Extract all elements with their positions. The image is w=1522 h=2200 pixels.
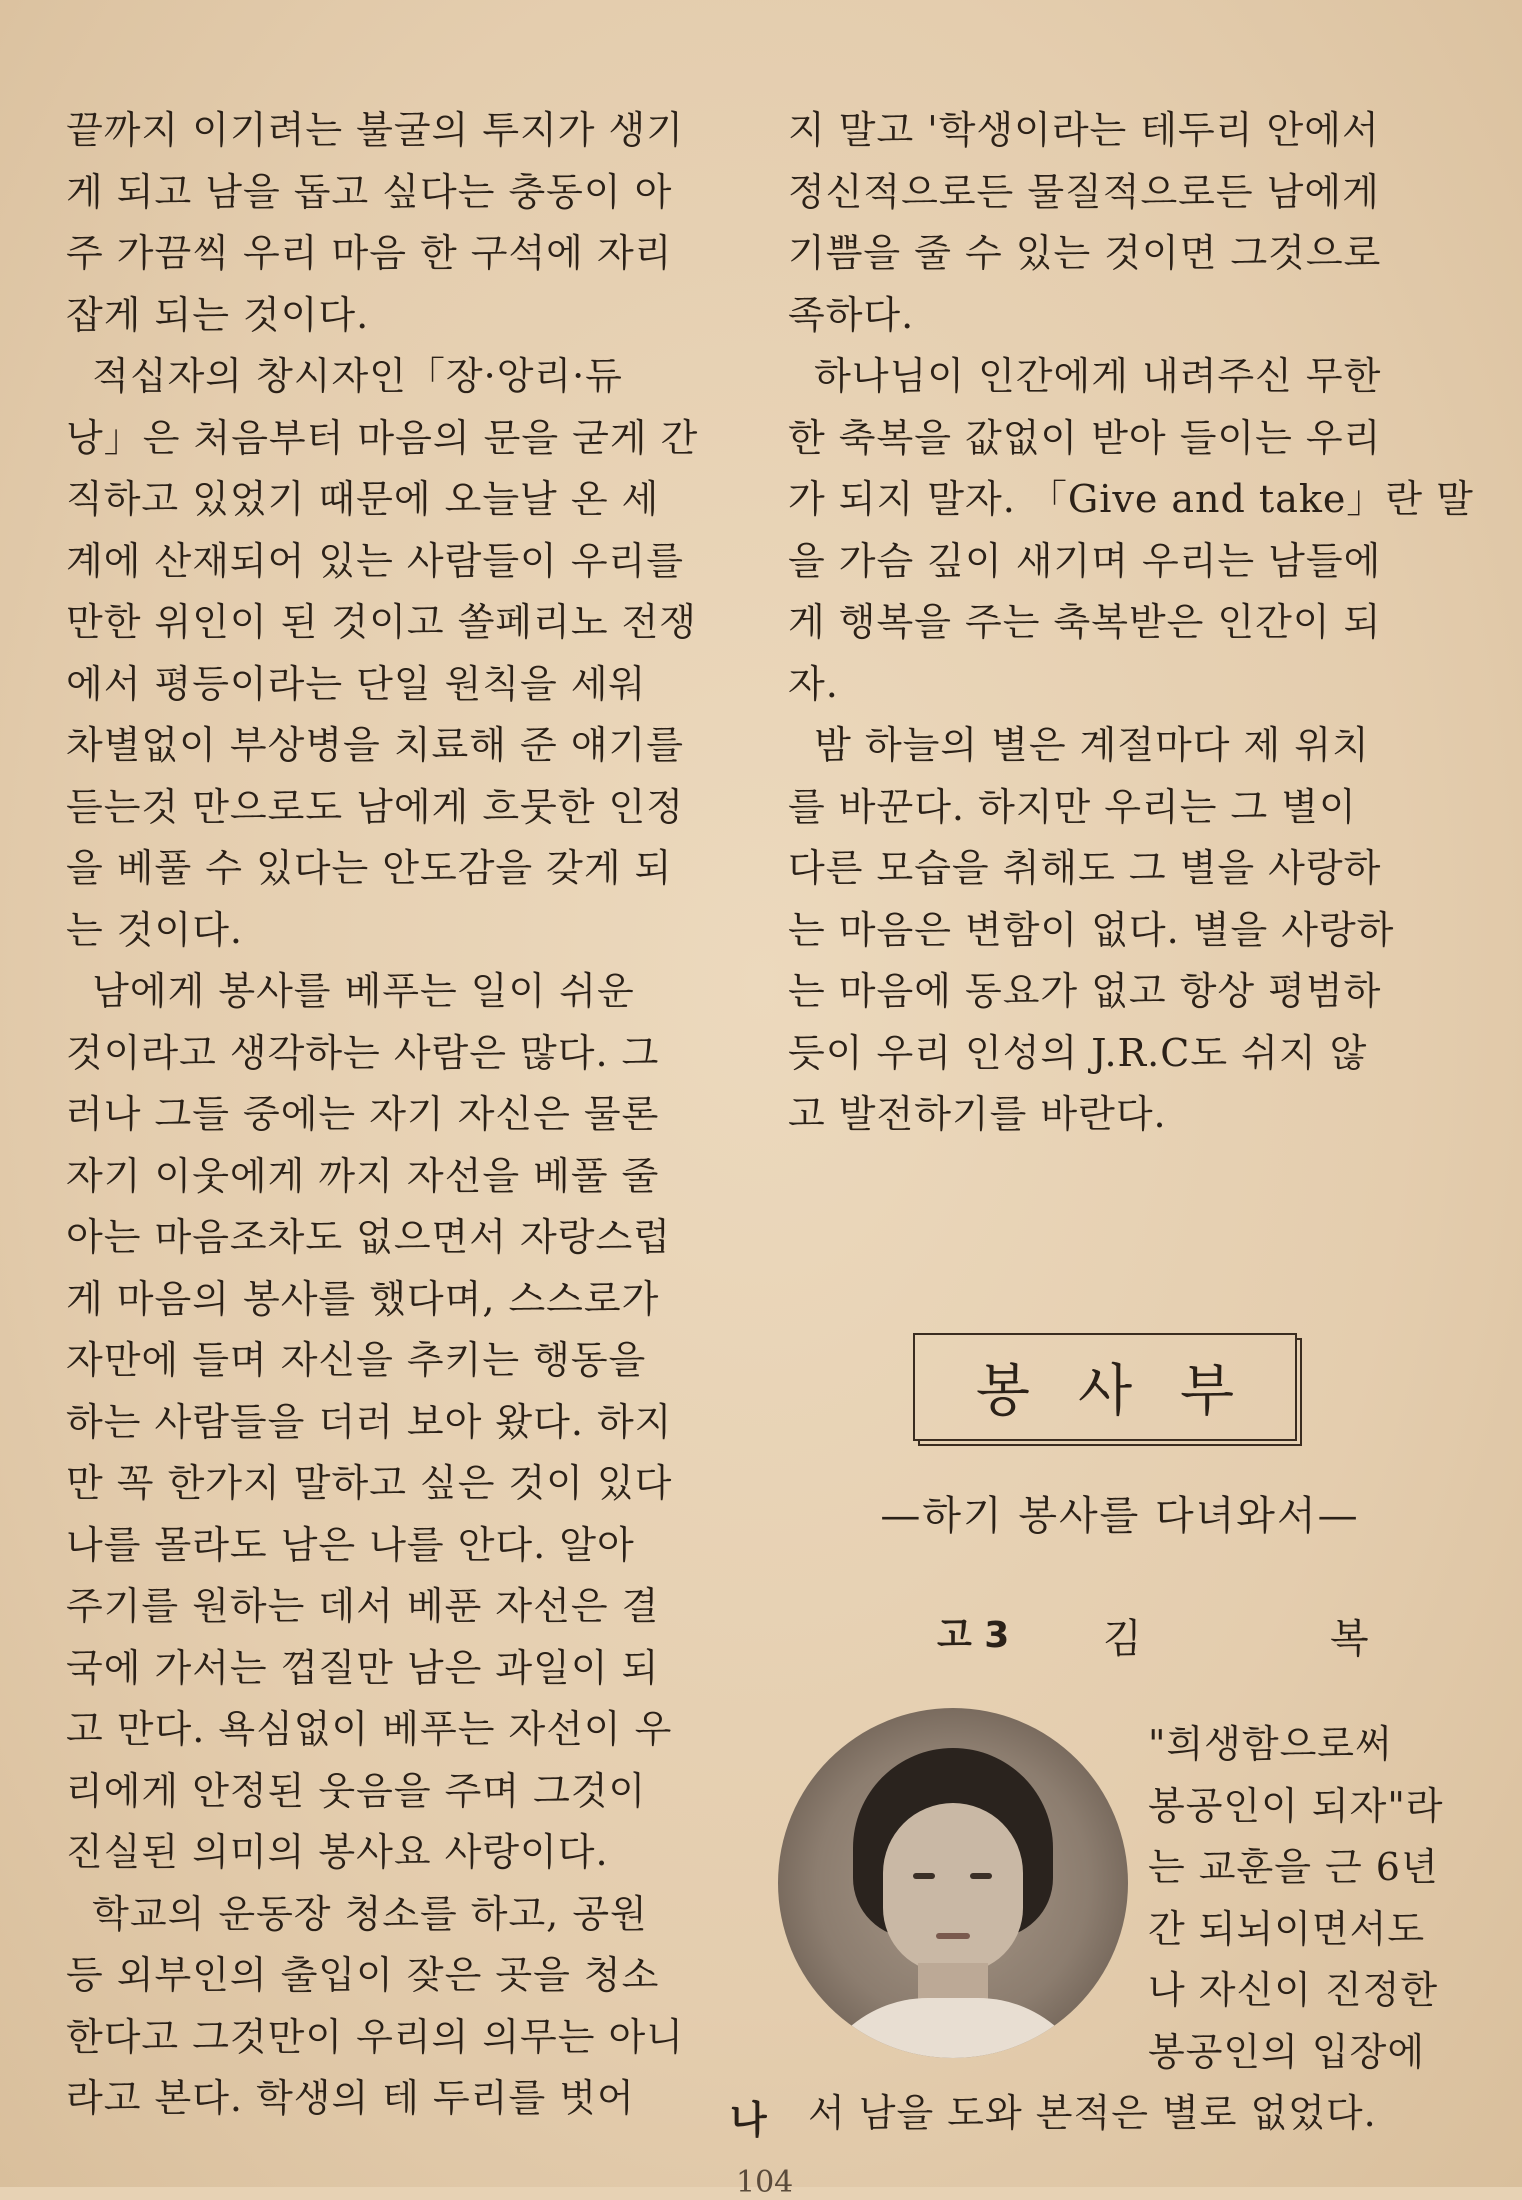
- author-given-name: 복: [1330, 1616, 1369, 1662]
- text-line: 는 마음에 동요가 없고 항상 평범하: [788, 969, 1382, 1013]
- text-line: 직하고 있었기 때문에 오늘날 온 세: [66, 477, 660, 521]
- text-line: 낭」은 처음부터 마음의 문을 굳게 간: [66, 415, 699, 460]
- right-column-text: [788, 100, 1474, 1146]
- text-line: 학교의 운동장 청소를 하고, 공원: [66, 1891, 648, 1936]
- text-line: 러나 그들 중에는 자기 자신은 물론: [66, 1092, 660, 1136]
- text-line: 듣는것 만으로도 남에게 흐뭇한 인정: [66, 784, 684, 829]
- text-line: 한 축복을 값없이 받아 들이는 우리: [788, 415, 1382, 460]
- text-line: 는 마음은 변함이 없다. 별을 사랑하: [788, 907, 1395, 952]
- text-line: 하나님이 인간에게 내려주신 무한: [788, 354, 1382, 398]
- text-line: 자만에 들며 자신을 추키는 행동을: [66, 1338, 647, 1382]
- article-last-line: [808, 2083, 1488, 2145]
- author-surname: 김: [1103, 1616, 1142, 1662]
- text-line: 을 가슴 깊이 새기며 우리는 남들에: [788, 538, 1382, 583]
- text-line: 자.: [788, 661, 839, 706]
- text-line: 주기를 원하는 데서 베푼 자선은 결: [66, 1584, 660, 1628]
- text-line: 다른 모습을 취해도 그 별을 사랑하: [788, 846, 1382, 890]
- text-line: 잡게 되는 것이다.: [66, 292, 370, 337]
- text-line: 에서 평등이라는 단일 원칙을 세워: [66, 661, 647, 706]
- text-line: 는 교훈을 근 6년: [1148, 1845, 1439, 1889]
- text-line: 자기 이웃에게 까지 자선을 베풀 줄: [66, 1153, 660, 1198]
- text-line: 라고 본다. 학생의 테 두리를 벗어: [66, 2076, 635, 2120]
- text-line: 족하다.: [788, 292, 915, 337]
- text-line: "희생함으로써: [1148, 1722, 1393, 1766]
- text-line: 것이라고 생각하는 사람은 많다. 그: [66, 1030, 660, 1075]
- text-line: 지 말고 '학생이라는 테두리 안에서: [788, 108, 1380, 152]
- text-line: 계에 산재되어 있는 사람들이 우리를: [66, 538, 684, 583]
- text-line: 듯이 우리 인성의 J.R.C도 쉬지 않: [788, 1030, 1368, 1075]
- text-line: 적십자의 창시자인「장·앙리·듀: [66, 354, 623, 398]
- text-line: 한다고 그것만이 우리의 의무는 아니: [66, 2014, 684, 2059]
- text-line: 정신적으로든 물질적으로든 남에게: [788, 169, 1380, 214]
- text-line: 가 되지 말자. 「Give and take」란 말: [788, 477, 1474, 521]
- text-line: 게 행복을 주는 축복받은 인간이 되: [788, 600, 1382, 644]
- text-line: 만 꼭 한가지 말하고 싶은 것이 있다: [66, 1461, 673, 1505]
- text-line: 진실된 의미의 봉사요 사랑이다.: [66, 1830, 609, 1874]
- text-line: 아는 마음조차도 없으면서 자랑스럽: [66, 1215, 671, 1259]
- text-line: 나 자신이 진정한: [1148, 1968, 1439, 2012]
- text-line: 리에게 안정된 웃음을 주며 그것이: [66, 1768, 647, 1813]
- text-line: 는 것이다.: [66, 907, 243, 952]
- text-line: 을 베풀 수 있다는 안도감을 갖게 되: [66, 846, 673, 890]
- text-line: 차별없이 부상병을 치료해 준 얘기를: [66, 723, 684, 767]
- left-column-text: [66, 100, 726, 2130]
- text-line: 고 발전하기를 바란다.: [788, 1092, 1167, 1136]
- text-line: 봉공인이 되자"라: [1148, 1783, 1444, 1828]
- text-line: 만한 위인이 된 것이고 쏠페리노 전쟁: [66, 600, 698, 644]
- text-line: 게 되고 남을 돕고 싶다는 충동이 아: [66, 169, 673, 214]
- text-line: 끝까지 이기려는 불굴의 투지가 생기: [66, 108, 684, 152]
- text-line: 고 만다. 욕심없이 베푸는 자선이 우: [66, 1707, 673, 1751]
- page-number: 104: [736, 2165, 794, 2200]
- text-line: 하는 사람들을 더러 보아 왔다. 하지: [66, 1399, 673, 1444]
- author-portrait-photo: [778, 1708, 1128, 2058]
- text-line: 등 외부인의 출입이 잦은 곳을 청소: [66, 1953, 660, 1997]
- text-line: 남에게 봉사를 베푸는 일이 쉬운: [66, 969, 635, 1013]
- author-class: 고 3: [937, 1615, 1010, 1656]
- text-line: 서 남을 도와 본적은 별로 없었다.: [808, 2091, 1377, 2135]
- text-line: 나를 몰라도 남은 나를 안다. 알아: [66, 1522, 635, 1567]
- article-title: 봉사부: [975, 1359, 1283, 1424]
- article-intro-wrap-text: [1148, 1714, 1488, 2083]
- continuation-character: 나: [730, 2097, 767, 2142]
- text-line: 밤 하늘의 별은 계절마다 제 위치: [788, 723, 1370, 767]
- text-line: 국에 가서는 껍질만 남은 과일이 되: [66, 1645, 660, 1690]
- text-line: 게 마음의 봉사를 했다며, 스스로가: [66, 1276, 660, 1321]
- text-line: 봉공인의 입장에: [1148, 2029, 1426, 2074]
- text-line: 주 가끔씩 우리 마음 한 구석에 자리: [66, 231, 673, 275]
- article-title-box: [913, 1333, 1297, 1441]
- article-subtitle: —하기 봉사를 다녀와서—: [880, 1493, 1360, 1539]
- text-line: 간 되뇌이면서도: [1148, 1906, 1426, 1951]
- text-line: 기쁨을 줄 수 있는 것이면 그것으로: [788, 231, 1382, 275]
- text-line: 를 바꾼다. 하지만 우리는 그 별이: [788, 784, 1357, 829]
